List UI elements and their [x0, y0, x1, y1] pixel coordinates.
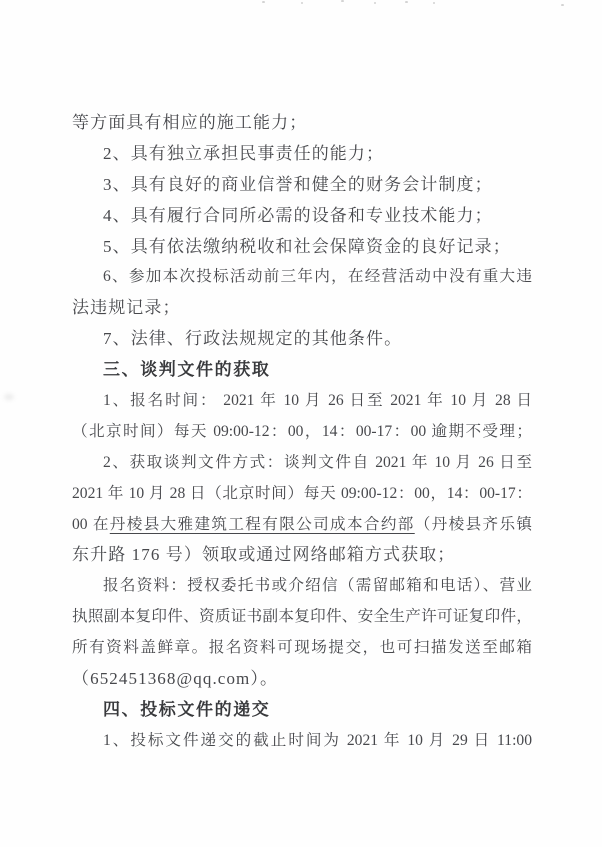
scan-speck [341, 0, 344, 2]
text-line [72, 448, 532, 479]
text-line [72, 139, 532, 170]
scan-speck [262, 1, 265, 3]
text-segment: 3、具有良好的商业信誉和健全的财务会计制度； [103, 174, 493, 194]
scan-speck [433, 2, 435, 4]
text-segment: 执照副本复印件、资质证书副本复印件、安全生产许可证复印件， [72, 608, 532, 626]
text-segment: （652451368@qq.com）。 [72, 669, 279, 689]
text-line [72, 571, 532, 602]
section-heading [72, 695, 532, 726]
text-segment: （丹棱县齐乐镇 [414, 515, 532, 533]
text-line [72, 232, 532, 263]
text-line [72, 726, 532, 757]
text-line [72, 108, 532, 139]
text-line [72, 386, 532, 417]
text-line [72, 324, 532, 355]
text-segment: 等方面具有相应的施工能力； [72, 113, 308, 132]
text-segment: 所有资料盖鲜章。报名资料可现场提交，也可扫描发送至邮箱 [72, 639, 532, 657]
text-segment: 四、投标文件的递交 [103, 699, 271, 719]
text-line [72, 510, 532, 541]
section-heading [72, 355, 532, 386]
text-segment: 东升路 176 号）领取或通过网络邮箱方式获取； [72, 545, 456, 565]
text-segment: 00 在 [72, 515, 110, 533]
text-segment: 三、谈判文件的获取 [103, 360, 271, 380]
scan-smudge [4, 394, 14, 400]
text-line [72, 417, 532, 448]
text-segment: 5、具有依法缴纳税收和社会保障资金的良好记录； [103, 236, 511, 256]
text-segment: 2、具有独立承担民事责任的能力； [103, 143, 385, 163]
scan-speck [374, 2, 376, 4]
text-segment: 1、投标文件递交的截止时间为 2021 年 10 月 29 日 11:00 [103, 731, 532, 749]
text-segment: 报名资料：授权委托书或介绍信（需留邮箱和电话）、营业 [103, 577, 532, 595]
scan-speck [301, 2, 303, 4]
text-line [72, 201, 532, 232]
text-line [72, 293, 532, 324]
text-segment: 1、报名时间： 2021 年 10 月 26 日至 2021 年 10 月 28 日 [103, 392, 532, 410]
text-line [72, 170, 532, 201]
text-line [72, 262, 532, 293]
text-line [72, 479, 532, 510]
text-segment: 法违规记录； [72, 298, 181, 318]
text-line [72, 540, 532, 571]
scan-speck [561, 4, 564, 6]
text-line [72, 633, 532, 664]
underlined-company-name: 丹棱县大雅建筑工程有限公司成本合约部 [109, 515, 415, 533]
text-block [72, 108, 532, 757]
text-segment: 7、法律、行政法规规定的其他条件。 [103, 329, 403, 349]
text-segment: 4、具有履行合同所必需的设备和专业技术能力； [103, 205, 493, 225]
text-segment: 2021 年 10 月 28 日（北京时间）每天 09:00-12：00，14：00-17： [72, 484, 532, 502]
text-segment: （北京时间）每天 09:00-12：00，14：00-17：00 逾期不受理； [72, 422, 532, 440]
text-line [72, 602, 532, 633]
text-segment: 2、获取谈判文件方式：谈判文件自 2021 年 10 月 26 日至 [103, 453, 532, 471]
scan-speck [405, 1, 408, 3]
text-line [72, 664, 532, 695]
text-segment: 6、参加本次投标活动前三年内，在经营活动中没有重大违 [103, 268, 532, 286]
